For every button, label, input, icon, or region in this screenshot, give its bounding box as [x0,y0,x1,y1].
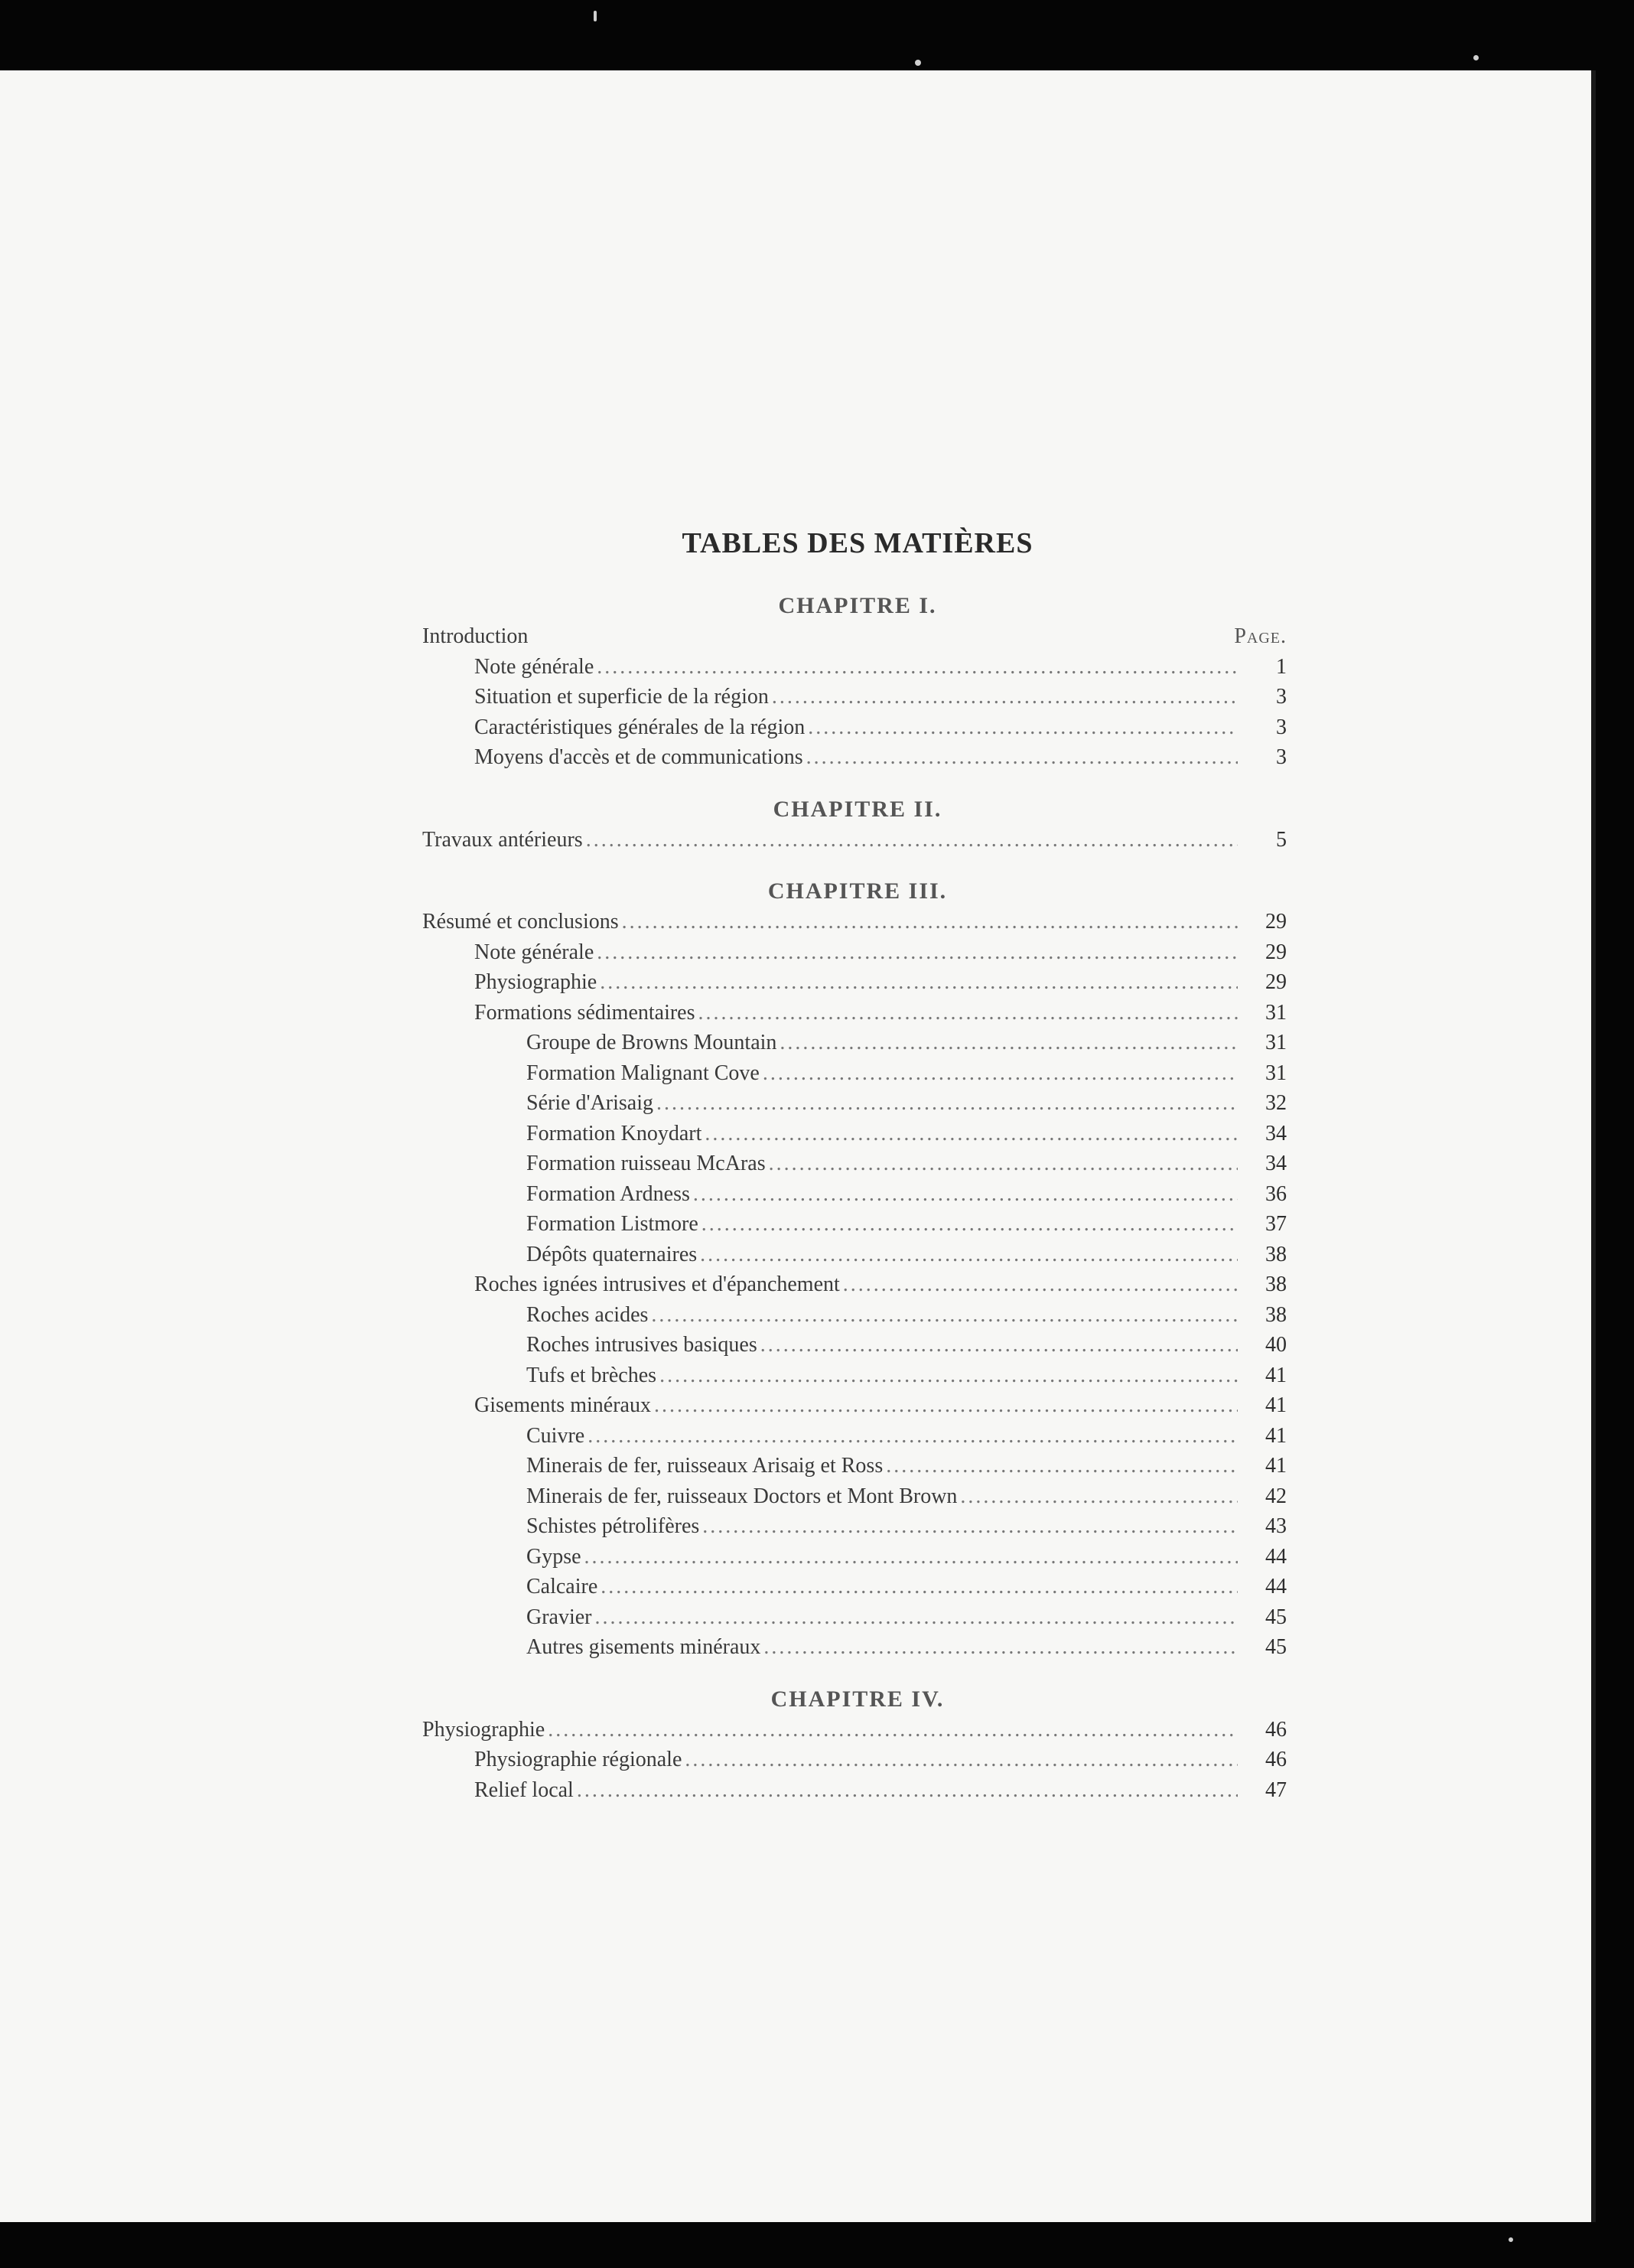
dot-leader [960,1481,1238,1512]
dot-leader [763,1058,1238,1089]
toc-entry [422,1119,1293,1149]
toc-entry-label: Autres gisements minéraux [526,1635,761,1659]
toc-entry [422,1330,1293,1360]
dot-leader [701,1209,1238,1240]
toc-entry-label: Formations sédimentaires [474,1000,695,1025]
toc-entry-page: 43 [1265,1514,1287,1538]
toc-entry-label: Physiographie [474,970,597,994]
toc-entry-page: 41 [1265,1393,1287,1417]
scan-speck [1473,55,1479,60]
dot-leader [654,1390,1238,1421]
dot-leader [886,1451,1238,1481]
toc-entry [422,1360,1293,1391]
page-column-label: Page. [1234,624,1287,648]
toc-entry-label: Formation Listmore [526,1212,698,1236]
dot-leader [685,1745,1238,1775]
toc-entry [422,1088,1293,1119]
toc-entry [422,1542,1293,1572]
toc-entry-page: 1 [1276,654,1287,679]
toc-entry-page: 37 [1265,1212,1287,1236]
toc-entry [422,1481,1293,1512]
toc-entry-page: 42 [1265,1484,1287,1508]
toc-entry-label: Physiographie régionale [474,1748,682,1771]
toc-entry-page: 45 [1265,1635,1287,1659]
toc-entry [422,742,1293,773]
toc-entry-page: 31 [1265,1061,1287,1085]
toc-entry-page: 44 [1265,1544,1287,1569]
toc-entry [422,1511,1293,1542]
toc-entry-label: Situation et superficie de la région [474,685,769,709]
dot-leader [806,742,1238,773]
chapter-heading: CHAPITRE III. [767,878,948,904]
toc-entry-page: 41 [1265,1363,1287,1387]
toc-entry-page: 41 [1265,1423,1287,1448]
dot-leader [597,652,1238,683]
toc-entry-label: Roches ignées intrusives et d'épanchement [474,1272,840,1296]
toc-entry-label: Minerais de fer, ruisseaux Doctors et Mont Brown [526,1484,958,1508]
toc-entry-page: 29 [1265,940,1287,964]
toc-entry [422,1745,1293,1775]
toc-entry [422,1179,1293,1210]
dot-leader [659,1360,1238,1391]
dot-leader [588,1421,1238,1452]
toc-entry [422,682,1293,712]
toc-entry-label: Tufs et brèches [526,1363,657,1387]
toc-entry [422,1269,1293,1300]
dot-leader [595,1602,1238,1633]
toc-entry-label: Gypse [526,1544,581,1569]
toc-entry-label: Note générale [474,940,594,964]
toc-entry [422,907,1293,937]
toc-entry-page: 34 [1265,1121,1287,1145]
toc-entry-label: Roches intrusives basiques [526,1333,757,1357]
toc-entry-page: 36 [1265,1181,1287,1206]
toc-entry [422,1451,1293,1481]
scan-speck [1509,2237,1513,2242]
chapter-heading: CHAPITRE I. [778,593,937,618]
toc-entry [422,1390,1293,1421]
toc-entry [422,1240,1293,1270]
toc-entry [422,1602,1293,1633]
toc-entry-label: Groupe de Browns Mountain [526,1031,777,1054]
dot-leader [584,1542,1238,1572]
dot-leader [548,1715,1238,1745]
toc-entry-label: Série d'Arisaig [526,1091,654,1115]
toc-entry-label: Gravier [526,1605,592,1629]
dot-leader [622,907,1238,937]
toc-entry-page: 3 [1276,745,1287,769]
toc-entry-label: Schistes pétrolifères [526,1514,700,1538]
toc-entry-label: Introduction [422,624,529,648]
dot-leader [698,998,1238,1028]
dot-leader [577,1775,1238,1806]
chapter-heading: CHAPITRE IV. [770,1686,945,1712]
toc-entry-label: Formation Malignant Cove [526,1061,760,1085]
toc-entry-page: 3 [1276,715,1287,739]
toc-entry [422,1715,1293,1745]
toc-entry [422,1300,1293,1331]
toc-entry-page: 38 [1265,1302,1287,1327]
dot-leader [601,1572,1238,1602]
toc-entry-page: 5 [1276,827,1287,852]
toc-entry-page: 44 [1265,1575,1287,1598]
chapter-heading: CHAPITRE II. [773,796,942,822]
toc-entry [422,937,1293,968]
dot-leader [651,1300,1238,1331]
toc-entry-page: 38 [1265,1242,1287,1266]
toc-entry-page: 31 [1265,1000,1287,1025]
toc-entry [422,1209,1293,1240]
toc-entry [422,712,1293,743]
toc-entry-label: Minerais de fer, ruisseaux Arisaig et Ross [526,1454,884,1478]
dot-leader [600,967,1238,998]
toc-entry-label: Résumé et conclusions [422,910,619,934]
scan-speck [594,11,597,21]
toc-entry-page: 47 [1265,1778,1287,1802]
toc-entry-page: 31 [1265,1031,1287,1054]
toc-entry [422,652,1293,683]
toc-entry-label: Formation Knoydart [526,1121,702,1145]
toc-entry [422,825,1293,855]
chapter-section [422,876,1293,1663]
toc-entry-label: Cuivre [526,1423,585,1448]
chapter-section [422,1684,1293,1806]
table-of-contents [422,523,1293,1826]
toc-entry [422,967,1293,998]
toc-entry-page: 41 [1265,1454,1287,1478]
toc-entry [422,621,1293,652]
toc-entry-page: 38 [1265,1272,1287,1296]
toc-entry-label: Roches acides [526,1302,649,1327]
dot-leader [763,1632,1238,1663]
dot-leader [769,1149,1238,1179]
dot-leader [843,1269,1238,1300]
toc-entry-label: Calcaire [526,1575,598,1598]
dot-leader [705,1119,1238,1149]
document-page [0,70,1591,2222]
dot-leader [760,1330,1238,1360]
toc-entry-page: 32 [1265,1091,1287,1115]
toc-entry-page: 46 [1265,1748,1287,1771]
toc-entry-page: 3 [1276,685,1287,709]
toc-entry-page: 46 [1265,1717,1287,1742]
dot-leader [656,1088,1238,1119]
toc-entry-label: Physiographie [422,1717,545,1742]
toc-entry-page: 34 [1265,1152,1287,1175]
scan-speck [915,60,921,66]
toc-entry [422,1058,1293,1089]
toc-entry [422,1572,1293,1602]
dot-leader [780,1028,1238,1058]
toc-entry [422,1149,1293,1179]
toc-entry-label: Formation Ardness [526,1181,690,1206]
toc-entry [422,1632,1293,1663]
dot-leader [693,1179,1238,1210]
toc-entry-page: 29 [1265,970,1287,994]
dot-leader [772,682,1238,712]
toc-entry-label: Note générale [474,654,594,679]
toc-entry-label: Moyens d'accès et de communications [474,745,803,769]
toc-entry-label: Formation ruisseau McAras [526,1152,766,1175]
chapter-section [422,794,1293,855]
toc-entry [422,1775,1293,1806]
document-title: TABLES DES MATIÈRES [682,527,1033,559]
dot-leader [702,1511,1238,1542]
dot-leader [808,712,1238,743]
toc-entry [422,1421,1293,1452]
dot-leader [597,937,1238,968]
chapter-section [422,591,1293,773]
dot-leader [700,1240,1238,1270]
toc-entry-page: 29 [1265,910,1287,934]
toc-entry [422,998,1293,1028]
toc-entry-page: 40 [1265,1333,1287,1357]
toc-entry-label: Gisements minéraux [474,1393,651,1417]
toc-entry-label: Caractéristiques générales de la région [474,715,806,739]
toc-entry-label: Relief local [474,1778,574,1802]
dot-leader [586,825,1238,855]
toc-entry-label: Travaux antérieurs [422,827,583,852]
toc-entry-label: Dépôts quaternaires [526,1242,698,1266]
toc-entry-page: 45 [1265,1605,1287,1629]
toc-entry [422,1028,1293,1058]
